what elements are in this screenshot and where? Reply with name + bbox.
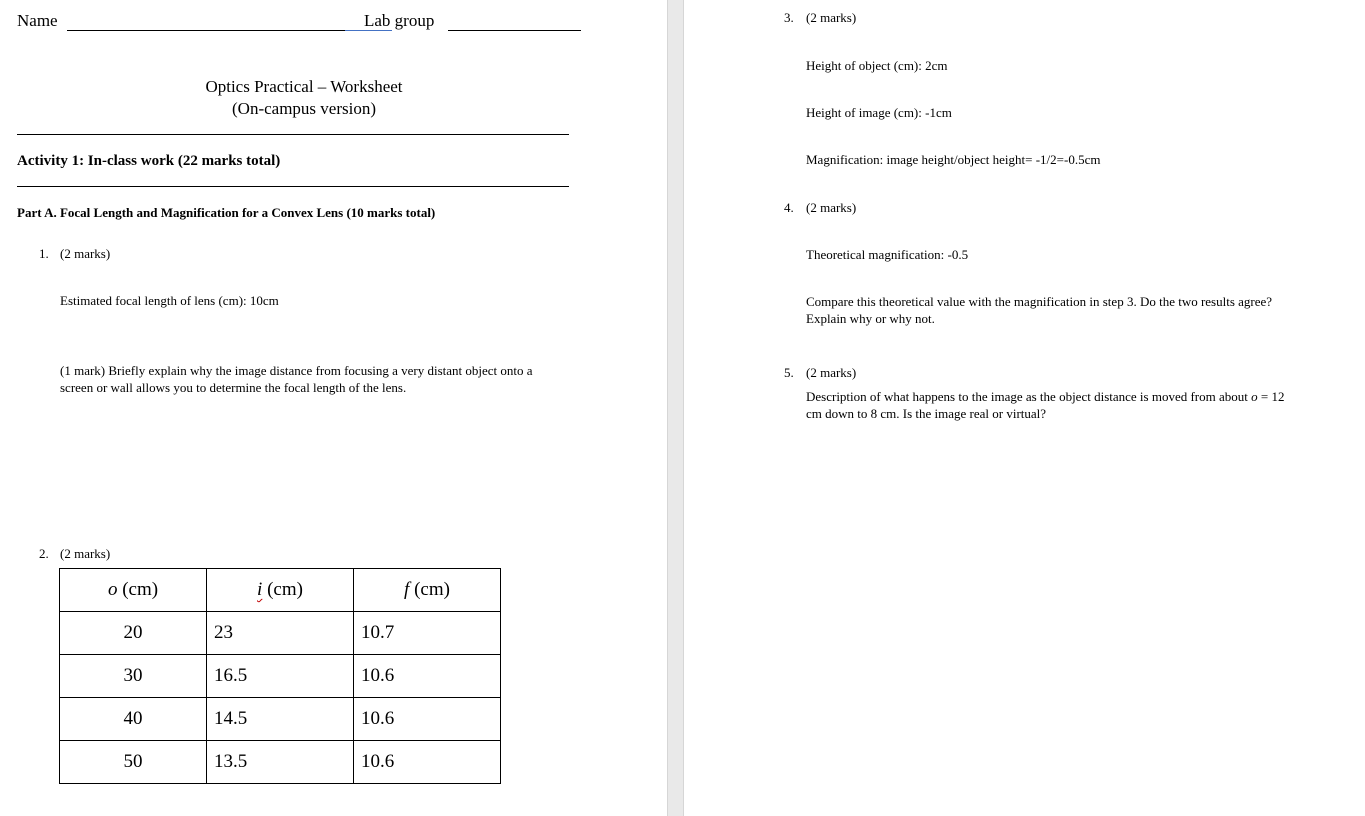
- activity-heading: Activity 1: In-class work (22 marks total): [17, 153, 281, 169]
- q3-object-height: Height of object (cm): 2cm: [806, 58, 948, 73]
- q5-number: 5.: [784, 365, 794, 380]
- worksheet-title: Optics Practical – Worksheet: [205, 77, 403, 96]
- cell-object-distance[interactable]: 30: [60, 655, 207, 698]
- left-page: [0, 0, 667, 816]
- name-label: Name: [17, 11, 58, 30]
- q1-focal-length-answer: Estimated focal length of lens (cm): 10cm: [60, 293, 279, 308]
- q4-theoretical-magnification: Theoretical magnification: -0.5: [806, 247, 969, 262]
- q3-number: 3.: [784, 10, 794, 25]
- divider-top: [17, 134, 569, 135]
- part-a-heading: Part A. Focal Length and Magnification for a Convex Lens (10 marks total): [17, 205, 436, 220]
- worksheet-subtitle: (On-campus version): [232, 99, 376, 118]
- q1-explain-line1: (1 mark) Briefly explain why the image distance from focusing a very distant object onto a: [60, 363, 533, 378]
- q3-image-height: Height of image (cm): -1cm: [806, 105, 952, 120]
- header-image-distance: i (cm): [207, 569, 354, 612]
- cell-image-distance[interactable]: 14.5: [207, 698, 354, 741]
- table-row: [60, 741, 501, 784]
- q5-marks: (2 marks): [806, 365, 857, 380]
- cell-focal-length[interactable]: 10.6: [354, 698, 501, 741]
- lab-group-label: Lab group: [364, 11, 435, 30]
- cell-image-distance[interactable]: 23: [207, 612, 354, 655]
- table-header-row: [60, 569, 501, 612]
- q4-number: 4.: [784, 200, 794, 215]
- q5-description-line1: Description of what happens to the image as the object distance is moved from about o = 12: [806, 389, 1285, 404]
- q1-explain-line2: screen or wall allows you to determine the focal length of the lens.: [60, 380, 407, 395]
- q1-number: 1.: [39, 246, 49, 261]
- right-page: [684, 0, 1365, 816]
- cell-object-distance[interactable]: 40: [60, 698, 207, 741]
- q3-marks: (2 marks): [806, 10, 857, 25]
- header-object-distance: o (cm): [60, 569, 207, 612]
- q4-compare-line1: Compare this theoretical value with the magnification in step 3. Do the two results agree?: [806, 294, 1273, 309]
- q3-magnification: Magnification: image height/object height= -1/2=-0.5cm: [806, 152, 1101, 167]
- q1-marks: (2 marks): [60, 246, 111, 261]
- q4-compare-line2: Explain why or why not.: [806, 311, 935, 326]
- divider-bottom: [17, 186, 569, 187]
- cell-image-distance[interactable]: 13.5: [207, 741, 354, 784]
- table-row: [60, 655, 501, 698]
- cell-image-distance[interactable]: 16.5: [207, 655, 354, 698]
- lab-group-blank-line[interactable]: [448, 30, 581, 31]
- page-gutter: [667, 0, 684, 816]
- cell-focal-length[interactable]: 10.6: [354, 655, 501, 698]
- q4-marks: (2 marks): [806, 200, 857, 215]
- q5-description-line2: cm down to 8 cm. Is the image real or virtual?: [806, 406, 1047, 421]
- q2-marks: (2 marks): [60, 546, 111, 561]
- q2-number: 2.: [39, 546, 49, 561]
- cell-focal-length[interactable]: 10.6: [354, 741, 501, 784]
- cell-object-distance[interactable]: 20: [60, 612, 207, 655]
- cell-object-distance[interactable]: 50: [60, 741, 207, 784]
- header-focal-length: f (cm): [354, 569, 501, 612]
- table-row: [60, 612, 501, 655]
- name-blank-line[interactable]: [67, 30, 345, 31]
- table-row: [60, 698, 501, 741]
- measurements-table: [59, 568, 501, 784]
- cell-focal-length[interactable]: 10.7: [354, 612, 501, 655]
